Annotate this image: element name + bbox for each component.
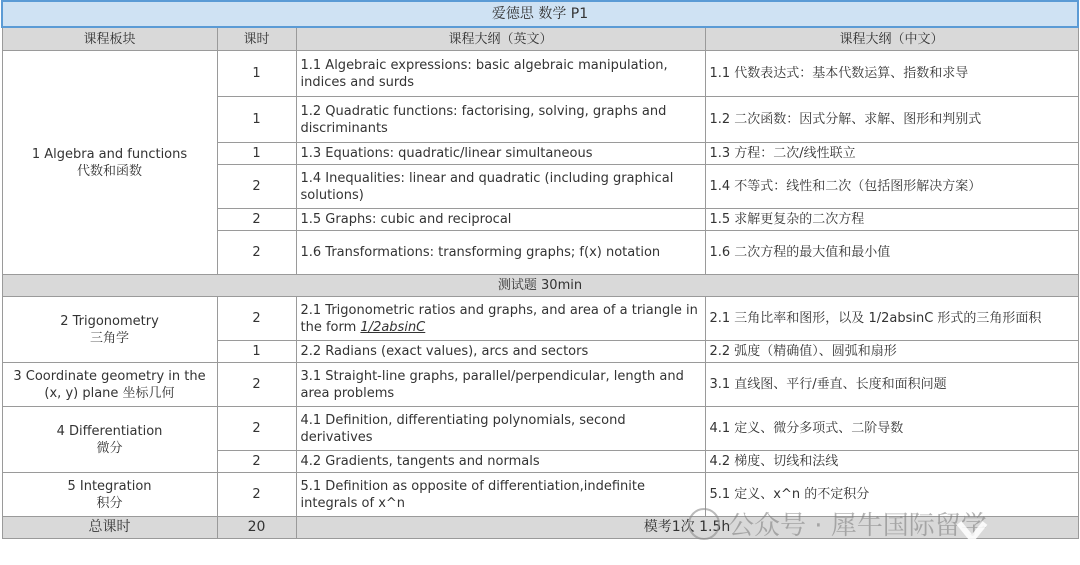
- module-name-zh: 积分: [96, 495, 123, 511]
- table-row: [2, 51, 1078, 97]
- module-name-zh: 代数和函数: [76, 163, 142, 179]
- header-outline-zh: 课程大纲（中文）: [705, 27, 1078, 51]
- module-cell: [2, 51, 217, 275]
- table-row: [2, 363, 1078, 407]
- xnew-logo: [955, 515, 1075, 561]
- table-row: [2, 407, 1078, 451]
- hours-cell: 2: [217, 473, 296, 517]
- outline-zh-cell: 2.1 三角比率和图形，以及 1/2absinC 形式的三角形面积: [705, 297, 1078, 341]
- hours-cell: 1: [217, 97, 296, 143]
- outline-en-cell: 1.6 Transformations: transforming graphs; f(x) notation: [296, 231, 705, 275]
- module-name-en: 5 Integration: [67, 478, 152, 494]
- syllabus-table: [1, 0, 1079, 539]
- hours-cell: 1: [217, 143, 296, 165]
- watermark-logo-text: X-NEW: [1001, 543, 1049, 559]
- hours-cell: 2: [217, 407, 296, 451]
- module-name-zh: 三角学: [89, 330, 129, 346]
- hours-cell: 2: [217, 209, 296, 231]
- outline-en-cell: 1.5 Graphs: cubic and reciprocal: [296, 209, 705, 231]
- xnew-logo-mark: [955, 515, 1075, 561]
- table-row: [2, 473, 1078, 517]
- outline-zh-cell: 1.3 方程：二次/线性联立: [705, 143, 1078, 165]
- outline-en-text: 2.1 Trigonometric ratios and graphs, and area of a triangle in the form: [300, 302, 698, 335]
- hours-cell: 2: [217, 231, 296, 275]
- module-name-zh: 微分: [96, 440, 123, 456]
- outline-zh-cell: 1.6 二次方程的最大值和最小值: [705, 231, 1078, 275]
- total-label: 总课时: [2, 517, 217, 539]
- total-row: [2, 517, 1078, 539]
- outline-en-cell: 1.2 Quadratic functions: factorising, solving, graphs and discriminants: [296, 97, 705, 143]
- outline-zh-cell: 1.1 代数表达式：基本代数运算、指数和求导: [705, 51, 1078, 97]
- outline-en-cell: 5.1 Definition as opposite of differentiation,indefinite integrals of x^n: [296, 473, 705, 517]
- formula-text: 1/2absinC: [360, 319, 426, 335]
- total-note: 模考1次 1.5h: [296, 517, 1078, 539]
- header-hours: 课时: [217, 27, 296, 51]
- module-name-en: 2 Trigonometry: [60, 313, 159, 329]
- hours-cell: 2: [217, 165, 296, 209]
- outline-zh-cell: 4.1 定义、微分多项式、二阶导数: [705, 407, 1078, 451]
- outline-zh-cell: 5.1 定义、x^n 的不定积分: [705, 473, 1078, 517]
- module-cell: [2, 297, 217, 363]
- total-hours: 20: [217, 517, 296, 539]
- table-title: 爱德思 数学 P1: [2, 1, 1078, 27]
- outline-zh-cell: 1.4 不等式：线性和二次（包括图形解决方案）: [705, 165, 1078, 209]
- outline-en-cell: 1.4 Inequalities: linear and quadratic (including graphical solutions): [296, 165, 705, 209]
- outline-zh-cell: 2.2 弧度（精确值）、圆弧和扇形: [705, 341, 1078, 363]
- header-outline-en: 课程大纲（英文）: [296, 27, 705, 51]
- module-name-en: 3 Coordinate geometry in the (x, y) plane 坐标几何: [13, 368, 206, 401]
- module-name-en: 4 Differentiation: [56, 423, 163, 439]
- quiz-row: [2, 275, 1078, 297]
- outline-en-cell: 4.2 Gradients, tangents and normals: [296, 451, 705, 473]
- header-module: 课程板块: [2, 27, 217, 51]
- outline-zh-cell: 1.2 二次函数：因式分解、求解、图形和判别式: [705, 97, 1078, 143]
- outline-en-cell: 4.1 Definition, differentiating polynomials, second derivatives: [296, 407, 705, 451]
- outline-en-cell: 1.3 Equations: quadratic/linear simultaneous: [296, 143, 705, 165]
- hours-cell: 2: [217, 363, 296, 407]
- outline-en-cell: 1.1 Algebraic expressions: basic algebraic manipulation, indices and surds: [296, 51, 705, 97]
- outline-en-cell: [296, 297, 705, 341]
- module-cell: [2, 473, 217, 517]
- outline-zh-cell: 3.1 直线图、平行/垂直、长度和面积问题: [705, 363, 1078, 407]
- quiz-label: 测试题 30min: [2, 275, 1078, 297]
- watermark-text: 公众号 · 犀牛国际留学: [728, 511, 987, 541]
- module-name-en: 1 Algebra and functions: [31, 146, 188, 162]
- outline-zh-cell: 1.5 求解更复杂的二次方程: [705, 209, 1078, 231]
- hours-cell: 2: [217, 297, 296, 341]
- module-cell: [2, 363, 217, 407]
- outline-zh-cell: 4.2 梯度、切线和法线: [705, 451, 1078, 473]
- outline-en-cell: 3.1 Straight-line graphs, parallel/perpendicular, length and area problems: [296, 363, 705, 407]
- table-row: [2, 297, 1078, 341]
- module-cell: [2, 407, 217, 473]
- hours-cell: 2: [217, 451, 296, 473]
- hours-cell: 1: [217, 341, 296, 363]
- outline-en-cell: 2.2 Radians (exact values), arcs and sectors: [296, 341, 705, 363]
- hours-cell: 1: [217, 51, 296, 97]
